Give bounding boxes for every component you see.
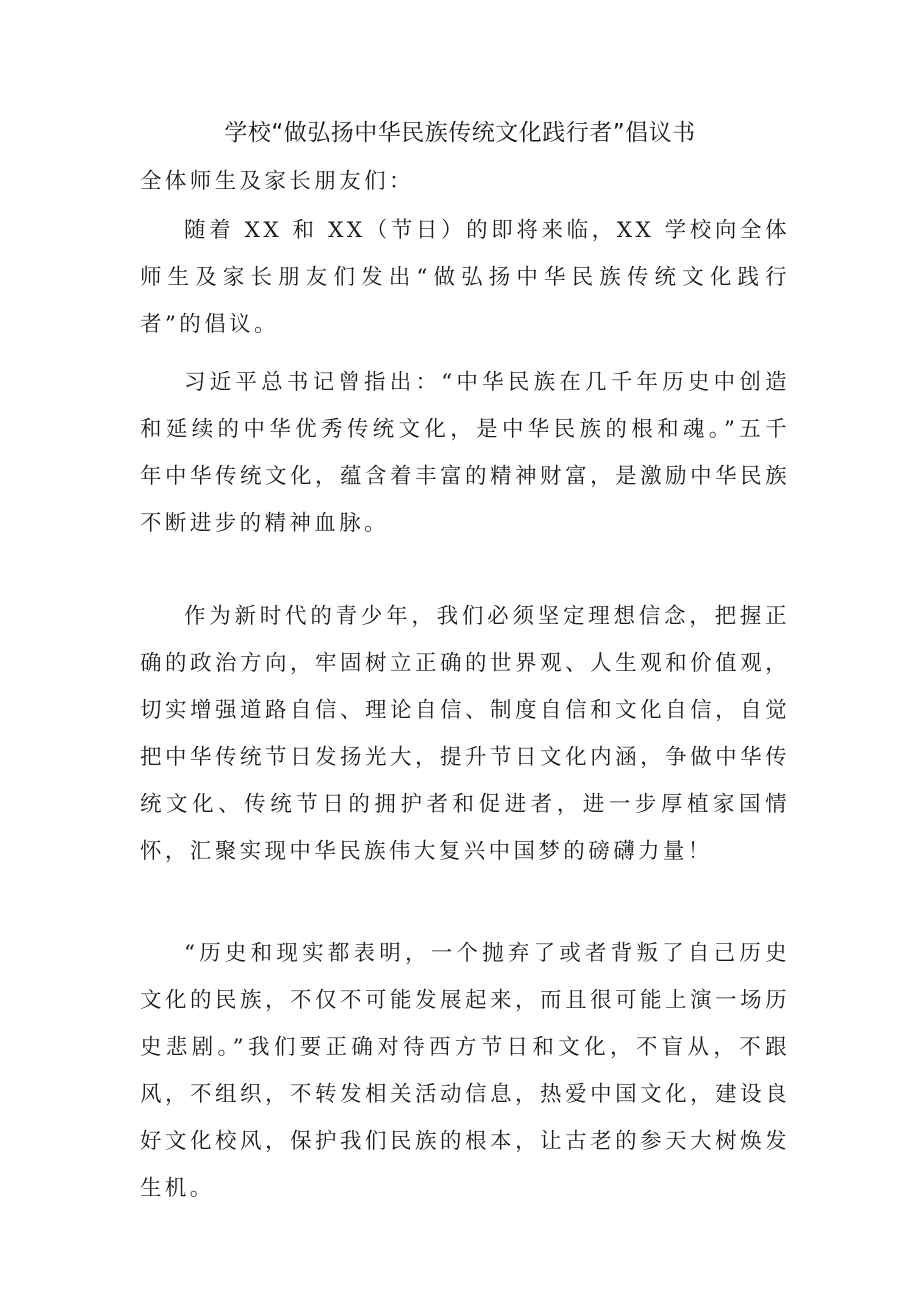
paragraph-2: 习近平总书记曾指出：“中华民族在几千年历史中创造和延续的中华优秀传统文化，是中华民族的根和魂。”五千年中华传统文化，蕴含着丰富的精神财富，是激励中华民族不断进步的精神血脉。: [140, 370, 790, 536]
paragraph-3: 作为新时代的青少年，我们必须坚定理想信念，把握正确的政治方向，牢固树立正确的世界观、人生观和价值观，切实增强道路自信、理论自信、制度自信和文化自信，自觉把中华传统节日发扬光大，提升节日文化内涵，争做中华传统文化、传统节日的拥护者和促进者，进一步厚植家国情怀，汇聚实现中华民族伟大复兴中国梦的磅礴力量！: [140, 604, 790, 864]
paragraph-4: “历史和现实都表明，一个抛弃了或者背叛了自己历史文化的民族，不仅不可能发展起来，而且很可能上演一场历史悲剧。”我们要正确对待西方节日和文化，不盲从，不跟风，不组织，不转发相关活动信息，热爱中国文化，建设良好文化校风，保护我们民族的根本，让古老的参天大树焕发生机。: [140, 941, 790, 1201]
salutation: 全体师生及家长朋友们：: [140, 169, 414, 194]
document-title: 学校“做弘扬中华民族传统文化践行者”倡议书: [224, 120, 696, 146]
paragraph-1: 随着 XX 和 XX（节日）的即将来临，XX 学校向全体师生及家长朋友们发出“做弘扬中华民族传统文化践行者”的倡议。: [140, 218, 790, 337]
